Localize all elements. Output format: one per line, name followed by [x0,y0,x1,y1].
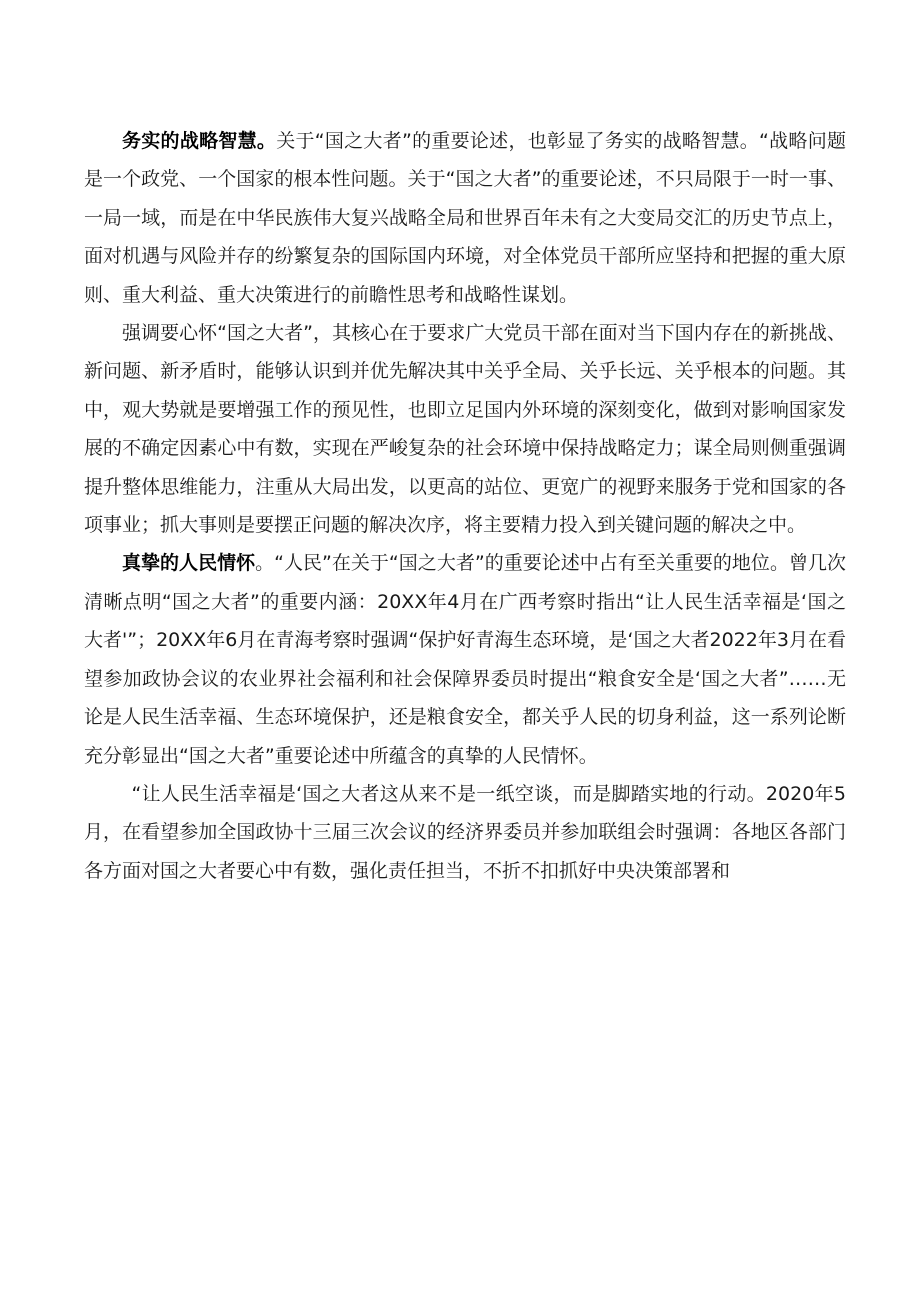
paragraph-heading: 真挚的人民情怀 [122,552,256,575]
paragraph-people-happiness [84,775,846,890]
paragraph-core-requirement [84,314,846,544]
document-body [84,122,846,890]
paragraph-text: 。“人民”在关于“国之大者”的重要论述中占有至关重要的地位。曾几次清晰点明“国之大者”的重要内涵：20XX年4月在广西考察时指出“让人民生活幸福是‘国之大者'”；20XX年6月在青海考察时强调“保护好青海生态环境，是‘国之大者2022年3月在看望参加政协会议的农业界社会福利和社会保障界委员时提出“粮食安全是‘国之大者”……无论是人民生活幸福、生态环境保护，还是粮食安全，都关乎人民的切身利益，这一系列论断充分彰显出“国之大者”重要论述中所蕴含的真挚的人民情怀。 [84,552,846,767]
paragraph-heading: 务实的战略智慧。 [122,130,277,152]
paragraph-people-sentiment [84,544,846,774]
paragraph-text: 强调要心怀“国之大者”，其核心在于要求广大党员干部在面对当下国内存在的新挑战、新问题、新矛盾时，能够认识到并优先解决其中关乎全局、关乎长远、关乎根本的问题。其中，观大势就是要增强工作的预见性，也即立足国内外环境的深刻变化，做到对影响国家发展的不确定因素心中有数，实现在严峻复杂的社会环境中保持战略定力；谋全局则侧重强调提升整体思维能力，注重从大局出发，以更高的站位、更宽广的视野来服务于党和国家的各项事业；抓大事则是要摆正问题的解决次序，将主要精力投入到关键问题的解决之中。 [84,322,846,537]
paragraph-text: 关于“国之大者”的重要论述，也彰显了务实的战略智慧。“战略问题是一个政党、一个国家的根本性问题。关于“国之大者”的重要论述，不只局限于一时一事、一局一域，而是在中华民族伟大复兴战略全局和世界百年未有之大变局交汇的历史节点上，面对机遇与风险并存的纷繁复杂的国际国内环境，对全体党员干部所应坚持和把握的重大原则、重大利益、重大决策进行的前瞻性思考和战略性谋划。 [84,130,846,306]
paragraph-strategic-wisdom [84,122,846,314]
paragraph-text: “让人民生活幸福是‘国之大者这从来不是一纸空谈，而是脚踏实地的行动。2020年5月，在看望参加全国政协十三届三次会议的经济界委员并参加联组会时强调：各地区各部门各方面对国之大者要心中有数，强化责任担当，不折不扣抓好中央决策部署和 [84,782,846,882]
